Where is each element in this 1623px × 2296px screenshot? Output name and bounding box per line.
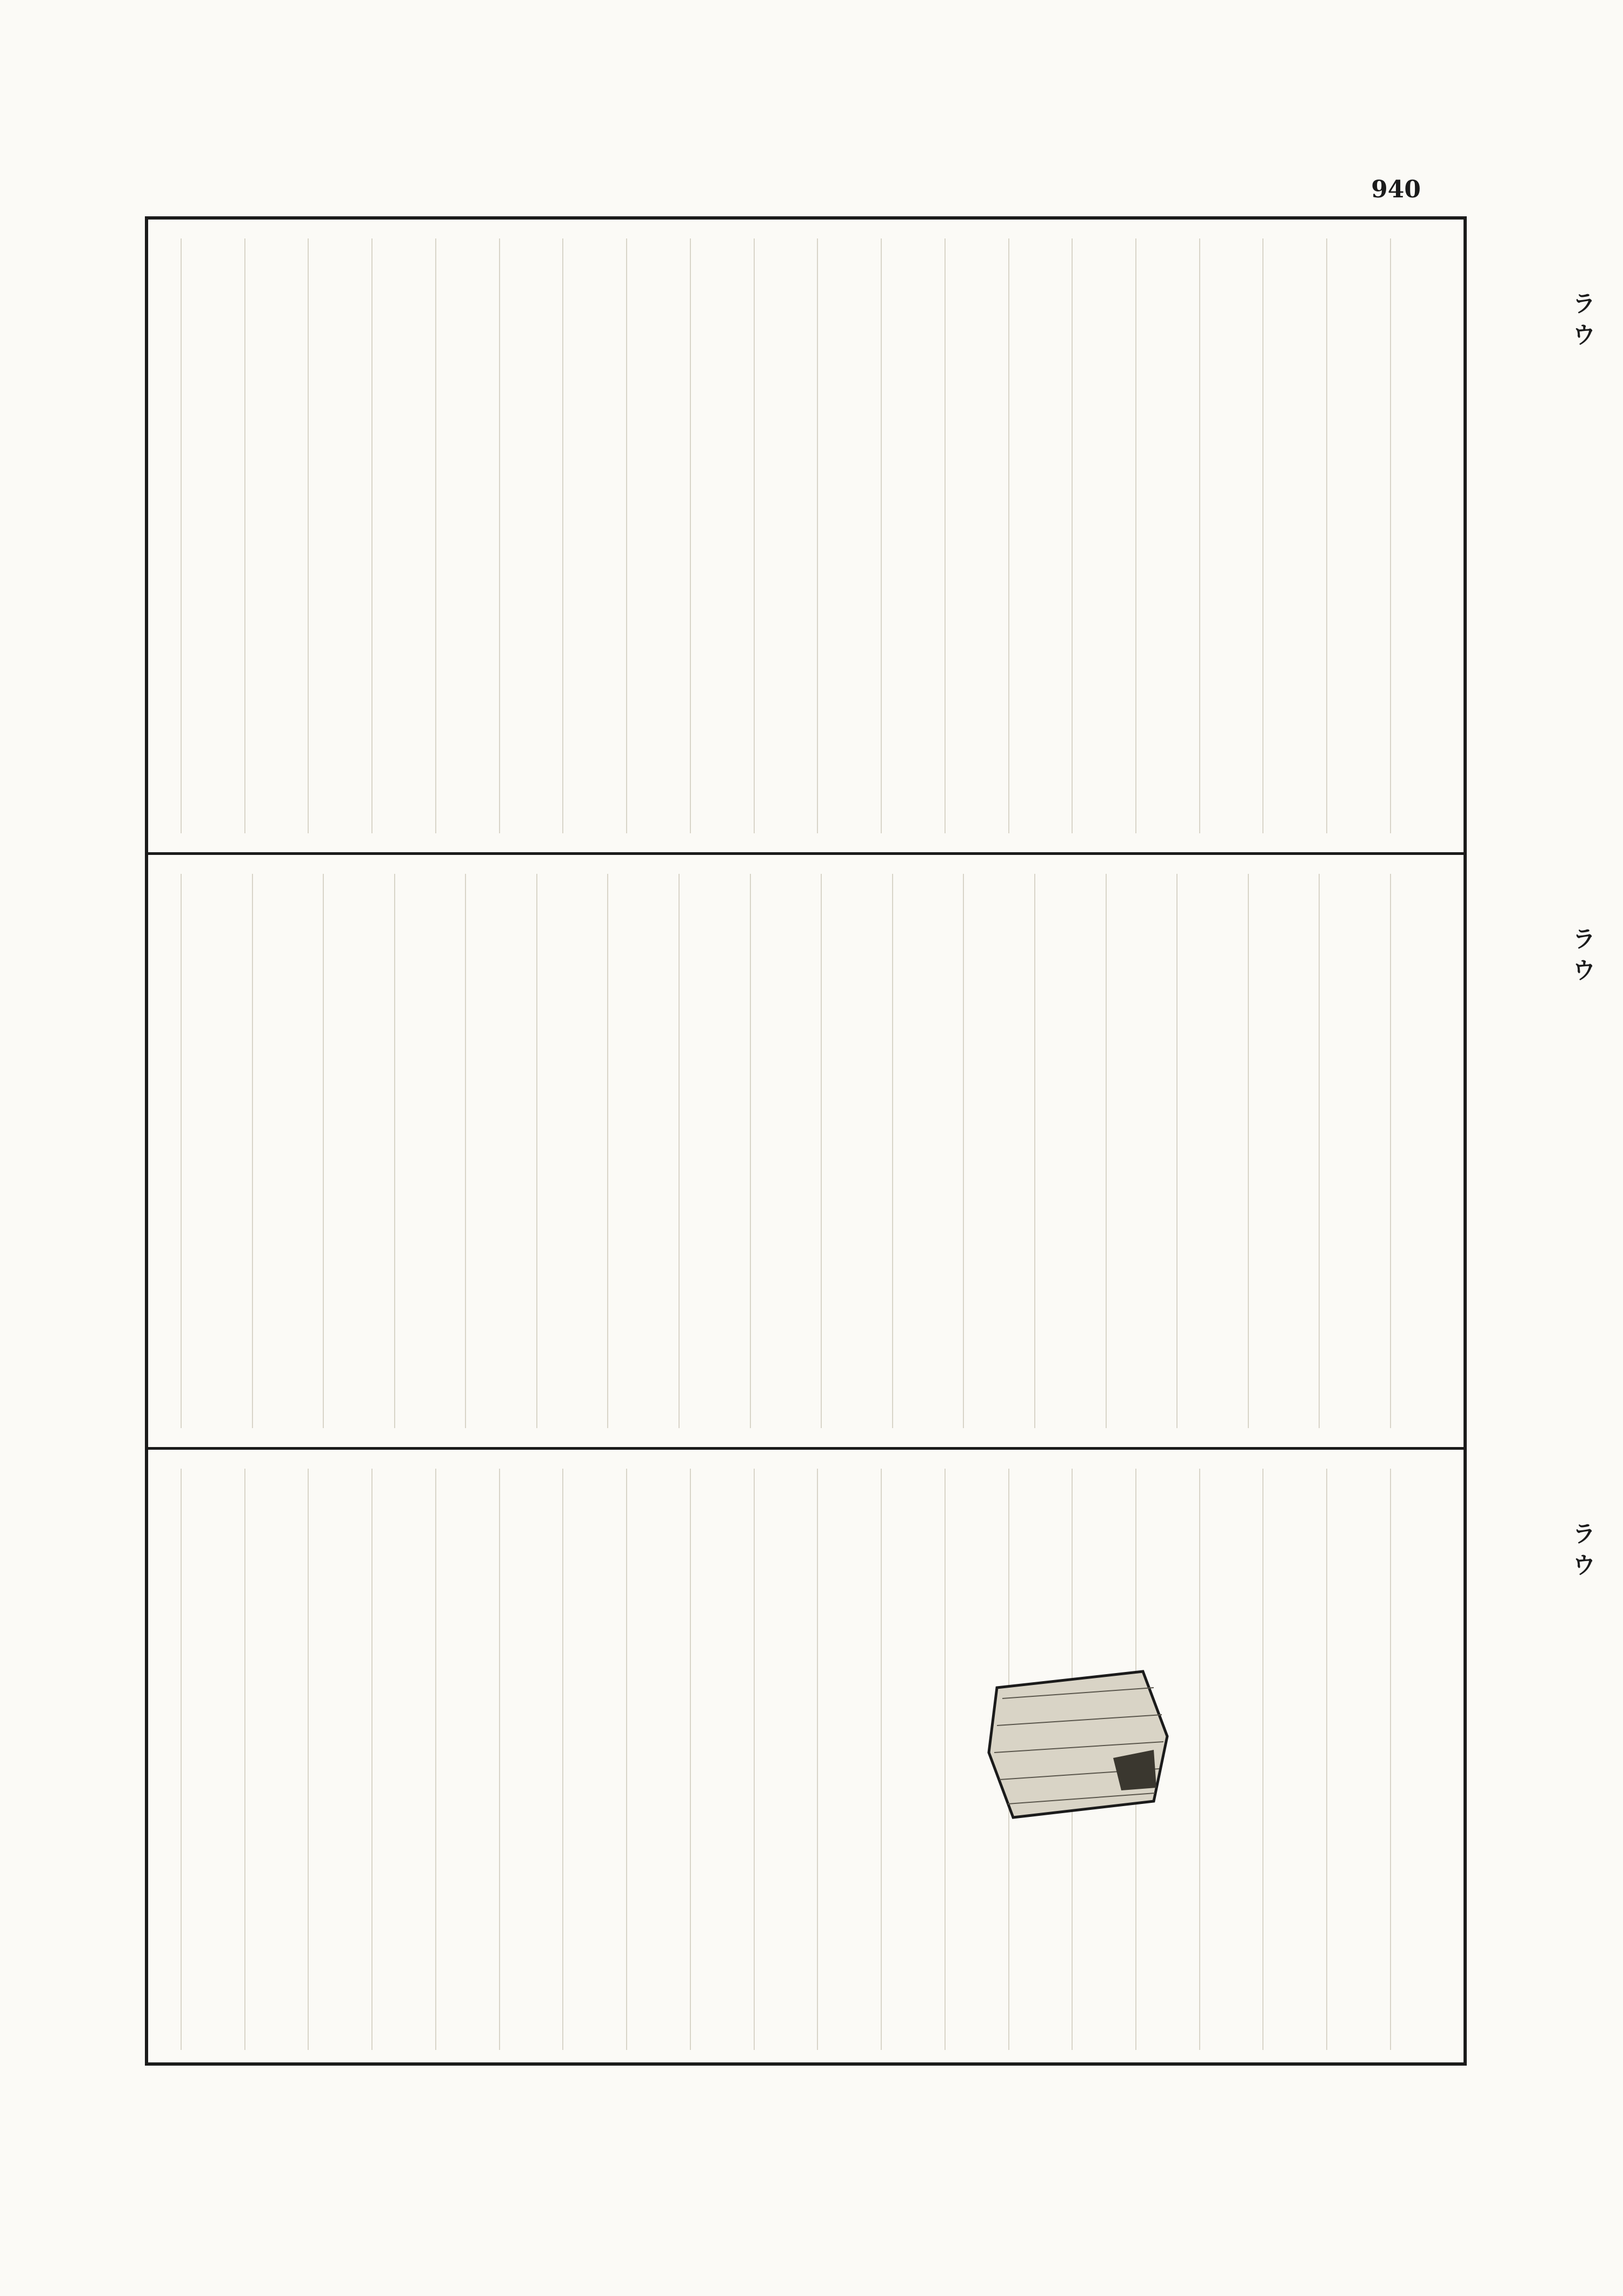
running-head-2: ラウ [1568,926,1595,989]
wrapped-cloth-illustration [981,1655,1175,1828]
dictionary-page-frame [145,216,1595,2066]
running-head-3: ラウ [1568,1521,1595,1584]
dictionary-band-3 [148,1447,1595,2069]
illustration-icon [981,1655,1175,1828]
text-columns-3 [181,1469,1399,2050]
text-columns-1 [181,238,1399,833]
text-columns-2 [181,874,1399,1428]
dictionary-band-2 [148,852,1595,1447]
dictionary-band-1 [148,220,1595,852]
page-number: 940 [1371,176,1421,203]
running-head-1: ラウ [1568,291,1595,354]
